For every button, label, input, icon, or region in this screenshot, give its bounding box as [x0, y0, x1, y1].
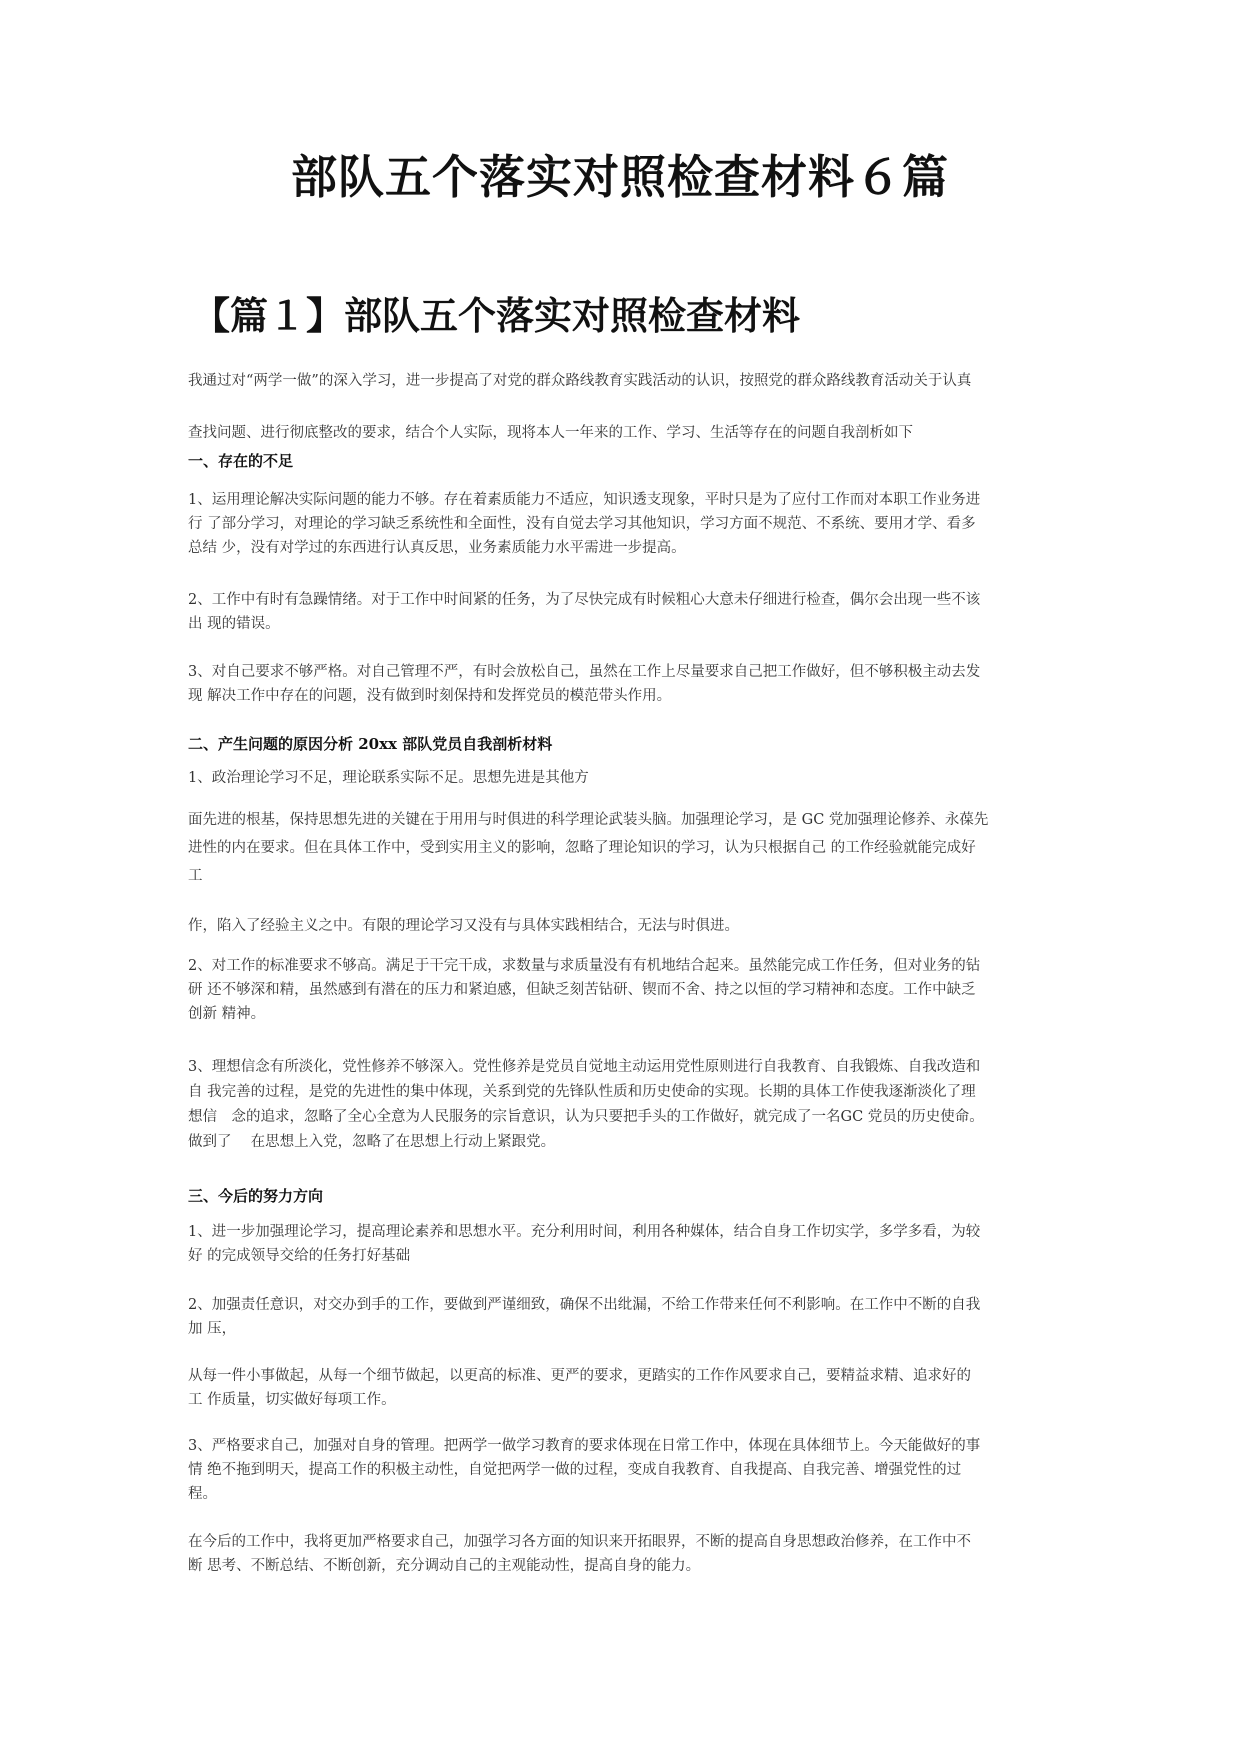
text-line: 3、对自己要求不够严格。对自己管理不严，有时会放松自己，虽然在工作上尽量要求自己把工作做好，但不够积极主动去发 — [188, 664, 981, 680]
text-line: 研 还不够深和精，虽然感到有潜在的压力和紧迫感，但缺乏刻苦钻研、锲而不舍、持之以恒的学习精神和态度。工作中缺乏 — [188, 982, 976, 998]
text-line: 行 了部分学习，对理论的学习缺乏系统性和全面性，没有自觉去学习其他知识，学习方面不规范、不系统、要用才学、看多 — [188, 516, 976, 532]
paragraph — [188, 1364, 1054, 1412]
text-line: 1、进一步加强理论学习，提高理论素养和思想水平。充分利用时间，利用各种媒体，结合自身工作切实学，多学多看，为较 — [188, 1224, 981, 1240]
text-line: 1、政治理论学习不足，理论联系实际不足。思想先进是其他方 — [188, 770, 589, 786]
paragraph — [188, 954, 1054, 1026]
text-line: 工 — [188, 868, 203, 884]
text-line: 创新 精神。 — [188, 1006, 266, 1022]
text-line: 情 绝不拖到明天，提高工作的积极主动性，自觉把两学一做的过程，变成自我教育、自我提高、自我完善、增强党性的过 — [188, 1462, 962, 1478]
paragraph — [188, 488, 1054, 560]
text-line: 出 现的错误。 — [188, 616, 280, 632]
paragraph — [188, 1220, 1054, 1268]
heading-direction: 三、今后的努力方向 — [188, 1187, 324, 1205]
paragraph — [188, 588, 1054, 636]
text-line: 总结 少，没有对学过的东西进行认真反思，业务素质能力水平需进一步提高。 — [188, 540, 686, 556]
text-line: 我通过对“两学一做”的深入学习，进一步提高了对党的群众路线教育实践活动的认识，按照党的群众路线教育活动关于认真 — [188, 373, 972, 389]
heading-causes: 二、产生问题的原因分析 20xx 部队党员自我剖析材料 — [188, 735, 553, 753]
text-line: 面先进的根基，保持思想先进的关键在于用用与时俱进的科学理论武装头脑。加强理论学习，是 GC 党加强理论修养、永葆先 — [188, 812, 989, 828]
text-line: 在今后的工作中，我将更加严格要求自己，加强学习各方面的知识来开拓眼界，不断的提高自身思想政治修养，在工作中不 — [188, 1534, 971, 1550]
text-line: 2、加强责任意识，对交办到手的工作，要做到严谨细致，确保不出纰漏，不给工作带来任何不利影响。在工作中不断的自我 — [188, 1297, 981, 1313]
paragraph — [188, 1434, 1054, 1506]
text-line: 好 的完成领导交给的任务打好基础 — [188, 1248, 411, 1264]
paragraph — [188, 1530, 1054, 1578]
text-line: 1、运用理论解决实际问题的能力不够。存在着素质能力不适应，知识透支现象，平时只是为了应付工作而对本职工作业务进 — [188, 492, 981, 508]
text-line: 断 思考、不断总结、不断创新，充分调动自己的主观能动性，提高自身的能力。 — [188, 1558, 701, 1574]
text-line: 2、对工作的标准要求不够高。满足于干完干成，求数量与求质量没有有机地结合起来。虽然能完成工作任务，但对业务的钻 — [188, 958, 981, 974]
text-line: 作，陷入了经验主义之中。有限的理论学习又没有与具体实践相结合，无法与时俱进。 — [188, 918, 739, 934]
text-line: 做到了 在思想上入党，忽略了在思想上行动上紧跟党。 — [188, 1134, 556, 1150]
document-title: 部队五个落实对照检查材料６篇 — [291, 150, 949, 204]
text-line: 想信 念的追求，忽略了全心全意为人民服务的宗旨意识，认为只要把手头的工作做好，就完成了一名GC 党员的历史使命。 — [188, 1109, 984, 1125]
text-line: 程。 — [188, 1486, 217, 1502]
text-line: 加 压， — [188, 1321, 237, 1337]
paragraph — [188, 914, 1054, 938]
text-line: 自 我完善的过程，是党的先进性的集中体现，关系到党的先锋队性质和历史使命的实现。长期的具体工作使我逐渐淡化了理 — [188, 1084, 976, 1100]
section-title: 【篇１】部队五个落实对照检查材料 — [192, 293, 801, 338]
text-line: 2、工作中有时有急躁情绪。对于工作中时间紧的任务，为了尽快完成有时候粗心大意未仔细进行检查，偶尔会出现一些不该 — [188, 592, 981, 608]
paragraph — [188, 1293, 1054, 1341]
text-line: 从每一件小事做起，从每一个细节做起，以更高的标准、更严的要求，更踏实的工作作风要求自己，要精益求精、追求好的 — [188, 1368, 971, 1384]
text-line: 进性的内在要求。但在具体工作中，受到实用主义的影响，忽略了理论知识的学习，认为只根据自己 的工作经验就能完成好 — [188, 840, 976, 856]
paragraph — [188, 806, 1054, 890]
heading-shortcomings: 一、存在的不足 — [188, 452, 294, 470]
paragraph — [188, 660, 1054, 708]
text-line: 工 作质量，切实做好每项工作。 — [188, 1392, 396, 1408]
paragraph — [188, 766, 1054, 790]
paragraph — [188, 1055, 1054, 1155]
text-line: 3、严格要求自己，加强对自身的管理。把两学一做学习教育的要求体现在日常工作中，体现在具体细节上。今天能做好的事 — [188, 1438, 981, 1454]
text-line: 现 解决工作中存在的问题，没有做到时刻保持和发挥党员的模范带头作用。 — [188, 688, 672, 704]
text-line: 查找问题、进行彻底整改的要求，结合个人实际，现将本人一年来的工作、学习、生活等存在的问题自我剖析如下 — [188, 425, 913, 441]
intro-paragraph — [188, 355, 1054, 459]
text-line: 3、理想信念有所淡化，党性修养不够深入。党性修养是党员自觉地主动运用党性原则进行自我教育、自我锻炼、自我改造和 — [188, 1059, 981, 1075]
